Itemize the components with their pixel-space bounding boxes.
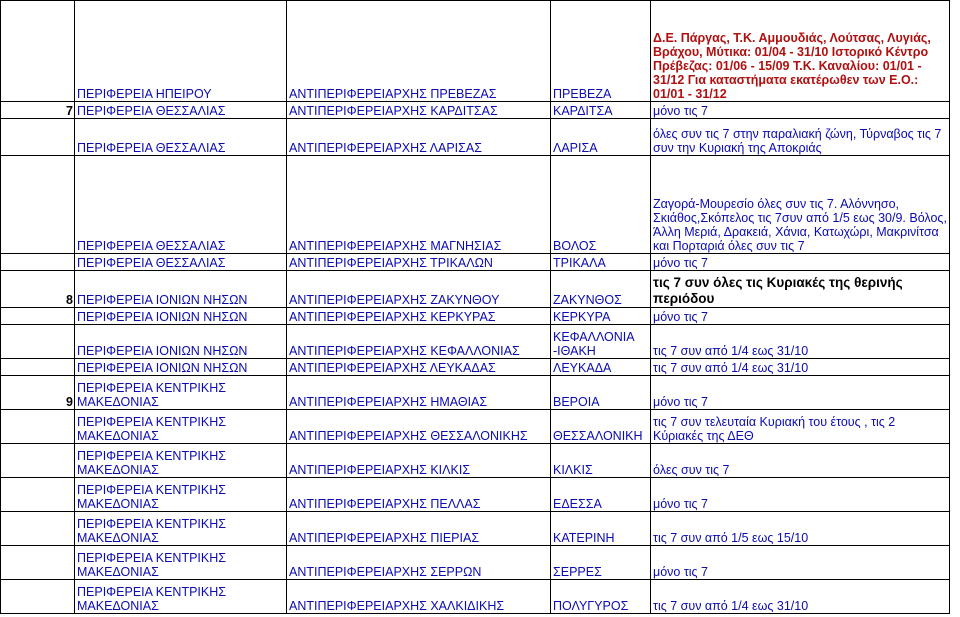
table-row — [1, 580, 950, 614]
row-number — [1, 119, 75, 156]
unit-cell: ΑΝΤΙΠΕΡΙΦΕΡΕΙΑΡΧΗΣ ΖΑΚΥΝΘΟΥ — [287, 271, 551, 308]
note-cell: μόνο τις 7 — [651, 102, 950, 119]
unit-cell: ΑΝΤΙΠΕΡΙΦΕΡΕΙΑΡΧΗΣ ΘΕΣΣΑΛΟΝΙΚΗΣ — [287, 410, 551, 444]
unit-cell: ΑΝΤΙΠΕΡΙΦΕΡΕΙΑΡΧΗΣ ΚΙΛΚΙΣ — [287, 444, 551, 478]
region-cell: ΠΕΡΙΦΕΡΕΙΑ ΙΟΝΙΩΝ ΝΗΣΩΝ — [75, 271, 287, 308]
note-cell: τις 7 συν από 1/4 εως 31/10 — [651, 359, 950, 376]
region-cell: ΠΕΡΙΦΕΡΕΙΑ ΚΕΝΤΡΙΚΗΣ ΜΑΚΕΔΟΝΙΑΣ — [75, 546, 287, 580]
unit-cell: ΑΝΤΙΠΕΡΙΦΕΡΕΙΑΡΧΗΣ ΠΡΕΒΕΖΑΣ — [287, 1, 551, 102]
note-cell: τις 7 συν από 1/4 εως 31/10 — [651, 580, 950, 614]
note-cell: μόνο τις 7 — [651, 546, 950, 580]
row-number: 8 — [1, 271, 75, 308]
region-cell: ΠΕΡΙΦΕΡΕΙΑ ΘΕΣΣΑΛΙΑΣ — [75, 102, 287, 119]
city-cell: ΕΔΕΣΣΑ — [551, 478, 651, 512]
note-cell: τις 7 συν τελευταία Κυριακή του έτους , τις 2 Κύριακές της ΔΕΘ — [651, 410, 950, 444]
note-cell: όλες συν τις 7 — [651, 444, 950, 478]
table-row — [1, 478, 950, 512]
row-number — [1, 410, 75, 444]
city-cell: ΛΑΡΙΣΑ — [551, 119, 651, 156]
row-number — [1, 254, 75, 271]
unit-cell: ΑΝΤΙΠΕΡΙΦΕΡΕΙΑΡΧΗΣ ΗΜΑΘΙΑΣ — [287, 376, 551, 410]
region-cell: ΠΕΡΙΦΕΡΕΙΑ ΗΠΕΙΡΟΥ — [75, 1, 287, 102]
row-number — [1, 325, 75, 359]
note-cell: τις 7 συν όλες τις Κυριακές της θερινής περιόδου — [651, 271, 950, 308]
city-cell: ΤΡΙΚΑΛΑ — [551, 254, 651, 271]
unit-cell: ΑΝΤΙΠΕΡΙΦΕΡΕΙΑΡΧΗΣ ΤΡΙΚΑΛΩΝ — [287, 254, 551, 271]
unit-cell: ΑΝΤΙΠΕΡΙΦΕΡΕΙΑΡΧΗΣ ΠΕΛΛΑΣ — [287, 478, 551, 512]
row-number — [1, 308, 75, 325]
region-cell: ΠΕΡΙΦΕΡΕΙΑ ΘΕΣΣΑΛΙΑΣ — [75, 156, 287, 254]
row-number — [1, 580, 75, 614]
row-number: 9 — [1, 376, 75, 410]
city-cell: ΒΟΛΟΣ — [551, 156, 651, 254]
note-cell: μόνο τις 7 — [651, 478, 950, 512]
table-row — [1, 512, 950, 546]
table-row — [1, 410, 950, 444]
note-cell: τις 7 συν από 1/5 εως 15/10 — [651, 512, 950, 546]
region-cell: ΠΕΡΙΦΕΡΕΙΑ ΚΕΝΤΡΙΚΗΣ ΜΑΚΕΔΟΝΙΑΣ — [75, 580, 287, 614]
unit-cell: ΑΝΤΙΠΕΡΙΦΕΡΕΙΑΡΧΗΣ ΠΙΕΡΙΑΣ — [287, 512, 551, 546]
region-cell: ΠΕΡΙΦΕΡΕΙΑ ΙΟΝΙΩΝ ΝΗΣΩΝ — [75, 325, 287, 359]
city-cell: ΛΕΥΚΑΔΑ — [551, 359, 651, 376]
note-cell: Ζαγορά-Μουρεσίο όλες συν τις 7. Αλόννησο, Σκιάθος,Σκόπελος τις 7συν από 1/5 εως 30/9. Βόλος, Άλλη Μεριά, Δρακειά, Χάνια, Κατωχώρι, Μακρινίτσα και Πορταριά όλες συν τις 7 — [651, 156, 950, 254]
city-cell: ΚΕΦΑΛΛΟΝΙΑ -ΙΘΑΚΗ — [551, 325, 651, 359]
city-cell: ΘΕΣΣΑΛΟΝΙΚΗ — [551, 410, 651, 444]
city-cell: ΚΕΡΚΥΡΑ — [551, 308, 651, 325]
table-row — [1, 119, 950, 156]
row-number — [1, 546, 75, 580]
note-cell: μόνο τις 7 — [651, 308, 950, 325]
table-row — [1, 359, 950, 376]
unit-cell: ΑΝΤΙΠΕΡΙΦΕΡΕΙΑΡΧΗΣ ΣΕΡΡΩΝ — [287, 546, 551, 580]
table-row — [1, 102, 950, 119]
unit-cell: ΑΝΤΙΠΕΡΙΦΕΡΕΙΑΡΧΗΣ ΛΑΡΙΣΑΣ — [287, 119, 551, 156]
city-cell: ΖΑΚΥΝΘΟΣ — [551, 271, 651, 308]
region-cell: ΠΕΡΙΦΕΡΕΙΑ ΙΟΝΙΩΝ ΝΗΣΩΝ — [75, 308, 287, 325]
table-row — [1, 376, 950, 410]
row-number: 7 — [1, 102, 75, 119]
row-number — [1, 512, 75, 546]
unit-cell: ΑΝΤΙΠΕΡΙΦΕΡΕΙΑΡΧΗΣ ΛΕΥΚΑΔΑΣ — [287, 359, 551, 376]
city-cell: ΚΙΛΚΙΣ — [551, 444, 651, 478]
table-row — [1, 325, 950, 359]
city-cell: ΠΟΛΥΓΥΡΟΣ — [551, 580, 651, 614]
unit-cell: ΑΝΤΙΠΕΡΙΦΕΡΕΙΑΡΧΗΣ ΚΕΡΚΥΡΑΣ — [287, 308, 551, 325]
row-number — [1, 478, 75, 512]
city-cell: ΚΑΡΔΙΤΣΑ — [551, 102, 651, 119]
table-row — [1, 308, 950, 325]
note-cell: όλες συν τις 7 στην παραλιακή ζώνη, Τύρναβος τις 7 συν την Κυριακή της Αποκριάς — [651, 119, 950, 156]
region-cell: ΠΕΡΙΦΕΡΕΙΑ ΘΕΣΣΑΛΙΑΣ — [75, 119, 287, 156]
unit-cell: ΑΝΤΙΠΕΡΙΦΕΡΕΙΑΡΧΗΣ ΚΕΦΑΛΛΟΝΙΑΣ — [287, 325, 551, 359]
table-row — [1, 546, 950, 580]
region-cell: ΠΕΡΙΦΕΡΕΙΑ ΚΕΝΤΡΙΚΗΣ ΜΑΚΕΔΟΝΙΑΣ — [75, 410, 287, 444]
note-cell: Δ.Ε. Πάργας, Τ.Κ. Αμμουδιάς, Λούτσας, Λυγιάς, Βράχου, Μύτικα: 01/04 - 31/10 Ιστορικό Κέντρο Πρέβεζας: 01/06 - 15/09 Τ.Κ. Καναλίου: 01/01 - 31/12 Για καταστήματα εκατέρωθεν των Ε.Ο.: 01/01 - 31/12 — [651, 1, 950, 102]
city-cell: ΒΕΡΟΙΑ — [551, 376, 651, 410]
city-cell: ΣΕΡΡΕΣ — [551, 546, 651, 580]
note-cell: μόνο τις 7 — [651, 254, 950, 271]
unit-cell: ΑΝΤΙΠΕΡΙΦΕΡΕΙΑΡΧΗΣ ΜΑΓΝΗΣΙΑΣ — [287, 156, 551, 254]
region-cell: ΠΕΡΙΦΕΡΕΙΑ ΚΕΝΤΡΙΚΗΣ ΜΑΚΕΔΟΝΙΑΣ — [75, 376, 287, 410]
table-row — [1, 156, 950, 254]
note-cell: μόνο τις 7 — [651, 376, 950, 410]
unit-cell: ΑΝΤΙΠΕΡΙΦΕΡΕΙΑΡΧΗΣ ΧΑΛΚΙΔΙΚΗΣ — [287, 580, 551, 614]
row-number — [1, 359, 75, 376]
region-cell: ΠΕΡΙΦΕΡΕΙΑ ΘΕΣΣΑΛΙΑΣ — [75, 254, 287, 271]
row-number — [1, 444, 75, 478]
table-row — [1, 271, 950, 308]
unit-cell: ΑΝΤΙΠΕΡΙΦΕΡΕΙΑΡΧΗΣ ΚΑΡΔΙΤΣΑΣ — [287, 102, 551, 119]
region-cell: ΠΕΡΙΦΕΡΕΙΑ ΙΟΝΙΩΝ ΝΗΣΩΝ — [75, 359, 287, 376]
table-row — [1, 444, 950, 478]
region-cell: ΠΕΡΙΦΕΡΕΙΑ ΚΕΝΤΡΙΚΗΣ ΜΑΚΕΔΟΝΙΑΣ — [75, 512, 287, 546]
note-cell: τις 7 συν από 1/4 εως 31/10 — [651, 325, 950, 359]
table-row — [1, 1, 950, 102]
city-cell: ΚΑΤΕΡΙΝΗ — [551, 512, 651, 546]
row-number — [1, 1, 75, 102]
table-row — [1, 254, 950, 271]
city-cell: ΠΡΕΒΕΖΑ — [551, 1, 651, 102]
region-cell: ΠΕΡΙΦΕΡΕΙΑ ΚΕΝΤΡΙΚΗΣ ΜΑΚΕΔΟΝΙΑΣ — [75, 478, 287, 512]
row-number — [1, 156, 75, 254]
region-cell: ΠΕΡΙΦΕΡΕΙΑ ΚΕΝΤΡΙΚΗΣ ΜΑΚΕΔΟΝΙΑΣ — [75, 444, 287, 478]
